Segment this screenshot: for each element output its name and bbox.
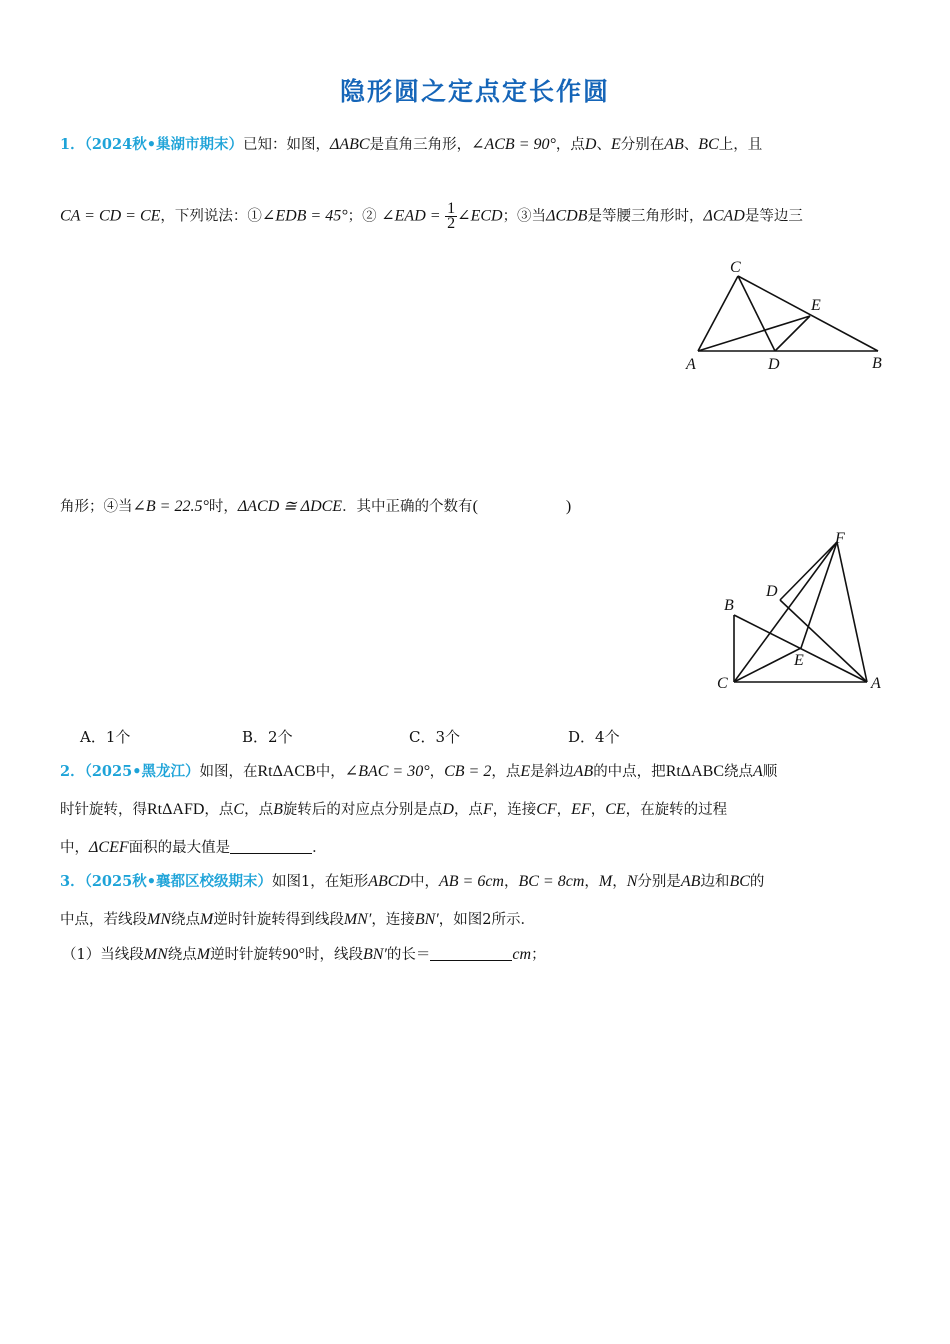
label-e: E	[811, 297, 821, 314]
math: N	[626, 873, 638, 890]
label-d: D	[768, 356, 780, 373]
text: 分别在	[620, 137, 665, 153]
text: 旋转后的对应点分别是点	[282, 802, 443, 818]
segment-ef	[801, 542, 837, 648]
text: ，	[590, 802, 606, 818]
math: M	[196, 946, 211, 963]
text: ．其中正确的个数有	[342, 499, 473, 515]
text: 中，	[409, 874, 439, 890]
math: ΔACD ≅ ΔDCE	[237, 498, 343, 515]
option-d[interactable]: D．4个	[568, 728, 620, 746]
label-d: D	[766, 583, 778, 600]
text: ，	[612, 874, 627, 890]
text: 顺	[762, 764, 778, 780]
answer-paren-close: )	[565, 498, 572, 515]
q2-line-2	[60, 798, 727, 819]
math: CB = 2	[444, 763, 492, 780]
answer-paren-open: (	[472, 498, 478, 515]
option-b[interactable]: B．2个	[242, 728, 293, 746]
question-number: 3．	[60, 873, 85, 890]
text: 如图，在	[199, 764, 258, 780]
text: 绕点	[171, 912, 200, 928]
math: BN′	[362, 946, 387, 963]
math: BC	[729, 873, 750, 890]
q3-line-2	[60, 908, 535, 929]
math: M	[598, 873, 613, 890]
math: MN′	[343, 911, 372, 928]
math: CF	[536, 801, 557, 818]
text: 、	[683, 137, 699, 153]
fraction: $\frac{1}{2}$	[447, 200, 456, 232]
label-c: C	[717, 675, 728, 692]
text: 已知：如图，	[242, 137, 330, 153]
segment-ce	[734, 648, 801, 682]
math: B	[273, 801, 283, 818]
text: 是斜边	[530, 764, 574, 780]
text: 的长＝	[386, 947, 431, 963]
math: BN′	[414, 911, 439, 928]
text: 的	[749, 874, 765, 890]
figure-1	[680, 252, 900, 377]
math: E	[520, 763, 531, 780]
math: EF	[571, 801, 591, 818]
text: （1）当线段	[62, 947, 144, 963]
text: ，下列说法：①	[160, 208, 262, 225]
text: 如图1，在矩形	[271, 874, 369, 890]
math: cm	[512, 946, 532, 963]
segment-da	[780, 600, 867, 682]
text: ，点	[244, 802, 274, 818]
text: ；	[531, 947, 546, 963]
text: 的中点，把	[593, 764, 666, 780]
question-source: （2025•黑龙江）	[84, 763, 200, 780]
math: D	[442, 801, 454, 818]
question-source: （2024秋•巢湖市期末）	[84, 136, 243, 153]
text: ，点	[491, 764, 521, 780]
page-title: 隐形圆之定点定长作圆	[339, 77, 610, 106]
text: 时，	[208, 499, 238, 515]
math: ABCD	[368, 873, 410, 890]
math: ∠ECD	[457, 207, 503, 225]
text: 逆时针旋转得到线段	[213, 912, 344, 928]
math: CE	[605, 801, 626, 818]
segment-cf	[734, 542, 837, 682]
text: 是等边三	[744, 208, 803, 225]
question-number: 1．	[60, 136, 85, 153]
q1-line-2	[60, 202, 803, 231]
label-a: A	[686, 356, 696, 373]
label-a: A	[871, 675, 881, 692]
label-b: B	[724, 597, 734, 614]
label-f: F	[835, 530, 845, 547]
text: ，点	[453, 802, 483, 818]
label-b: B	[872, 355, 882, 372]
math: RtΔACB	[257, 763, 316, 780]
math: CA = CD = CE	[60, 207, 161, 225]
text: 中，	[60, 840, 89, 856]
math: ∠EAD =	[381, 207, 441, 225]
text: 分别是	[637, 874, 681, 890]
math: ∠ACB = 90°	[471, 136, 556, 153]
answer-blank[interactable]	[430, 946, 512, 961]
math: AB	[680, 873, 701, 890]
text: 时，线段	[304, 947, 363, 963]
math: ∠EDB = 45°	[261, 207, 348, 225]
segment-cd	[738, 276, 775, 351]
text: ，	[503, 874, 519, 890]
text: 上，且	[718, 137, 763, 153]
text: 面积的最大值是	[128, 840, 231, 856]
text: ，如图2所示．	[438, 912, 536, 928]
text: ，点	[204, 802, 234, 818]
q1-line-1	[60, 133, 762, 154]
segment-af	[837, 542, 867, 682]
math: D	[584, 136, 597, 153]
text: ，在旋转的过程	[625, 802, 728, 818]
text: 是直角三角形，	[369, 137, 472, 153]
math: RtΔABC	[665, 763, 724, 780]
text: 绕点	[167, 947, 197, 963]
math: AB	[664, 136, 684, 153]
q2-line-3	[60, 836, 327, 857]
math: ΔABC	[329, 136, 370, 153]
answer-blank[interactable]	[230, 839, 312, 854]
q3-line-1	[60, 870, 764, 891]
math: ∠BAC = 30°	[344, 763, 430, 780]
text: 边和	[700, 874, 730, 890]
q1-line-3	[60, 495, 571, 516]
math: AB	[573, 763, 594, 780]
text: ，点	[555, 137, 585, 153]
text: ，连接	[371, 912, 415, 928]
q2-line-1	[60, 760, 777, 781]
question-source: （2025秋•襄都区校级期末）	[84, 873, 272, 890]
math: M	[200, 911, 214, 928]
segment-fd	[780, 542, 837, 600]
text: 绕点	[724, 764, 753, 780]
text: 角形；④当	[60, 499, 133, 515]
text: ．	[312, 840, 327, 856]
text: ，	[584, 874, 599, 890]
math: ΔCDB	[546, 207, 588, 225]
math: ΔCEF	[89, 839, 129, 856]
text: 中，	[315, 764, 345, 780]
math: 90°	[282, 946, 305, 963]
text: ，	[556, 802, 572, 818]
text: 逆时针旋转	[210, 947, 283, 963]
math: ΔCAD	[703, 207, 745, 225]
text: 是等腰三角形时，	[587, 208, 704, 225]
math: RtΔAFD	[147, 801, 205, 818]
math: ∠B = 22.5°	[132, 498, 209, 515]
segment-cb	[738, 276, 878, 351]
math: E	[610, 136, 621, 153]
option-a[interactable]: A．1个	[80, 728, 131, 746]
label-c: C	[730, 259, 741, 276]
label-e: E	[794, 652, 804, 669]
text: ；③当	[502, 208, 547, 225]
math: AB = 6cm	[438, 873, 504, 890]
math: BC	[698, 136, 719, 153]
text: ；②	[347, 208, 377, 225]
text: 中点，若线段	[60, 912, 147, 928]
text: 时针旋转，得	[60, 802, 147, 818]
q3-sub-1	[62, 943, 546, 964]
math: A	[753, 763, 763, 780]
text: ，连接	[492, 802, 537, 818]
math: MN	[147, 911, 171, 928]
math: MN	[143, 946, 168, 963]
text: 、	[596, 137, 611, 153]
figure-2	[712, 528, 892, 696]
math: BC = 8cm	[518, 873, 585, 890]
text: ，	[429, 764, 445, 780]
option-c[interactable]: C．3个	[409, 728, 461, 746]
math: C	[233, 801, 245, 818]
math: F	[482, 801, 493, 818]
question-number: 2．	[60, 763, 85, 780]
